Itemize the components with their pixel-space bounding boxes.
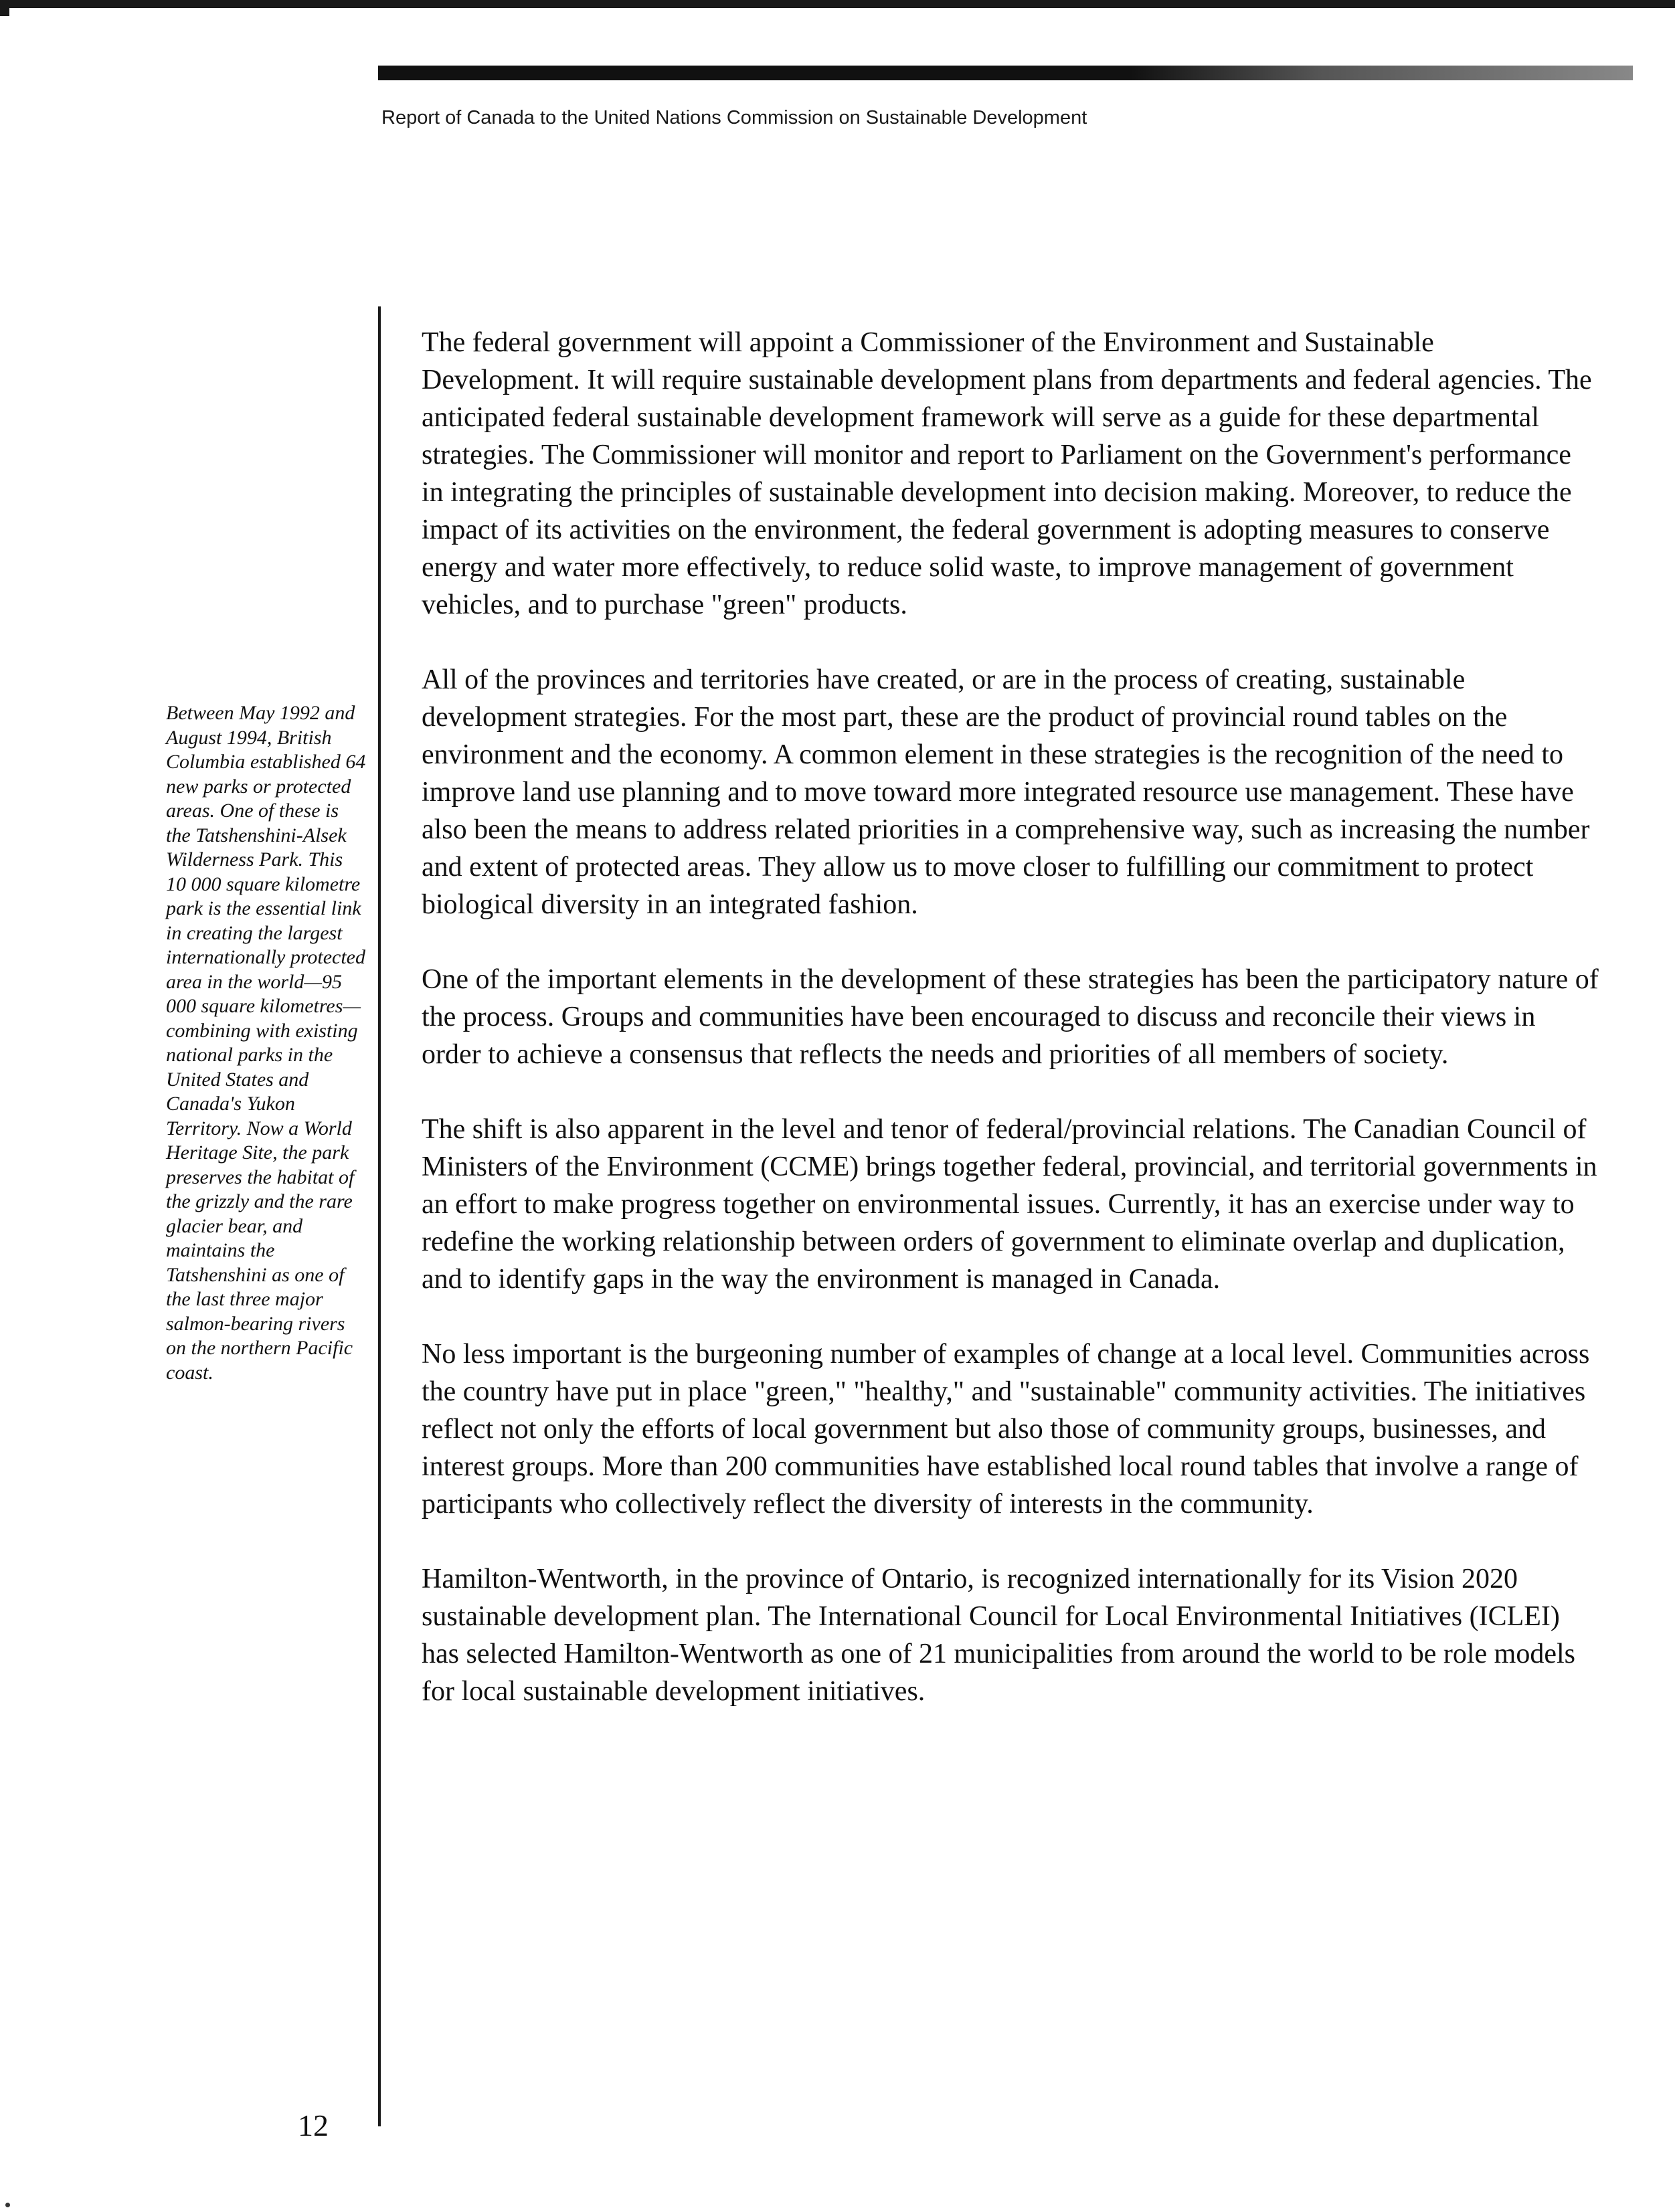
body-paragraph: All of the provinces and territories have created, or are in the process of creating, sustainable development strategies. For the most part, these are the product of provincial round tables on the environment and the economy. A common element in these strategies is the recognition of the need to improve land use planning and to move toward more integrated resource use management. These have also been the means to address related priorities in a comprehensive way, such as increasing the number and extent of protected areas. They allow us to move closer to fulfilling our commitment to protect biological diversity in an integrated fashion. — [422, 664, 1590, 920]
scan-edge-speck — [0, 8, 9, 16]
running-header-title: Report of Canada to the United Nations Commission on Sustainable Development — [381, 107, 1087, 128]
scan-top-edge — [0, 0, 1675, 8]
body-paragraph: No less important is the burgeoning number of examples of change at a local level. Communities across the country have put in place "green," "healthy," and "sustainable" community activities. The initiatives reflect not only the efforts of local government but also those of community groups, businesses, and interest groups. More than 200 communities have established local round tables that involve a range of participants who collectively reflect the diversity of interests in the community. — [422, 1339, 1590, 1519]
body-paragraph: One of the important elements in the development of these strategies has been the participatory nature of the process. Groups and communities have been encouraged to discuss and reconcile their views in order to achieve a consensus that reflects the needs and priorities of all members of society. — [422, 964, 1599, 1070]
body-paragraph: The federal government will appoint a Commissioner of the Environment and Sustainable Development. It will require sustainable development plans from departments and federal agencies. The anticipated federal sustainable development framework will serve as a guide for these departmental strategies. The Commissioner will monitor and report to Parliament on the Government's performance in integrating the principles of sustainable development into decision making. Moreover, to reduce the impact of its activities on the environment, the federal government is adopting measures to conserve energy and water more effectively, to reduce solid waste, to improve management of government vehicles, and to purchase "green" products. — [422, 327, 1592, 620]
scan-speck — [5, 2203, 10, 2207]
main-body-text — [422, 324, 1599, 1748]
header-rule — [378, 66, 1633, 80]
sidebar-note: Between May 1992 and August 1994, British Columbia established 64 new parks or protected areas. One of these is the Tatshenshini-Alsek Wilderness Park. This 10 000 square kilometre park is the essential link in creating the largest internationally protected area in the world—95 000 square kilometres— combining with existing national parks in the United States and Canada's Yukon Territory. Now a World Heritage Site, the park preserves the habitat of the grizzly and the rare glacier bear, and maintains the Tatshenshini as one of the last three major salmon-bearing rivers on the northern Pacific coast. — [166, 702, 366, 1384]
body-paragraph: Hamilton-Wentworth, in the province of Ontario, is recognized internationally for its Vision 2020 sustainable development plan. The International Council for Local Environmental Initiatives (ICLEI) has selected Hamilton-Wentworth as one of 21 municipalities from around the world to be role models for local sustainable development initiatives. — [422, 1564, 1576, 1707]
page-number: 12 — [298, 2108, 329, 2142]
column-divider-rule — [378, 306, 381, 2126]
body-paragraph: The shift is also apparent in the level and tenor of federal/provincial relations. The Canadian Council of Ministers of the Environment (CCME) brings together federal, provincial, and territorial governments in an effort to make progress together on environmental issues. Currently, it has an exercise under way to redefine the working relationship between orders of government to eliminate overlap and duplication, and to identify gaps in the way the environment is managed in Canada. — [422, 1114, 1597, 1295]
